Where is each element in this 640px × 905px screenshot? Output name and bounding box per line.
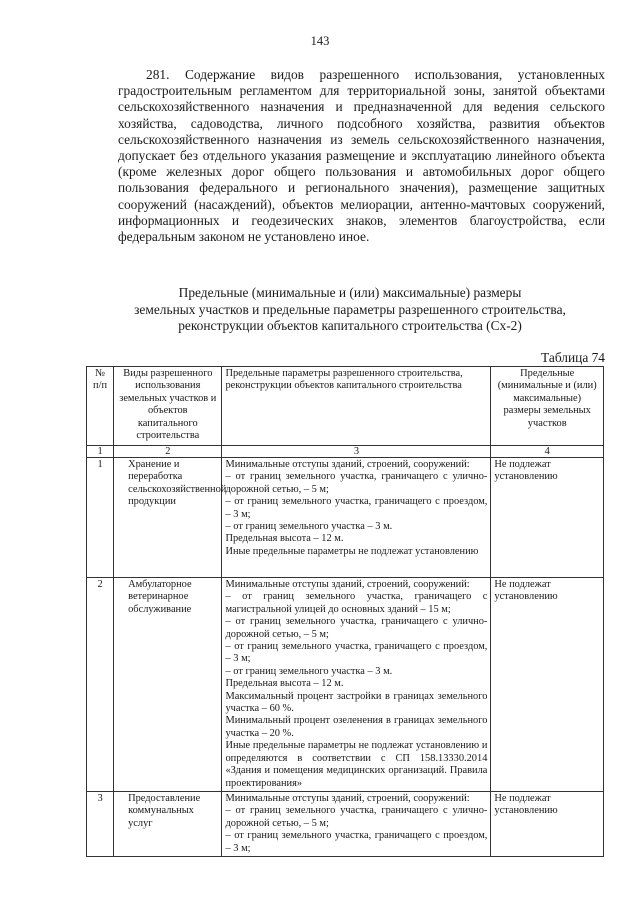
table-label: Таблица 74 — [541, 350, 605, 365]
index-cell: 3 — [222, 446, 491, 458]
page-number: 143 — [310, 34, 330, 48]
row-params — [222, 458, 491, 578]
row-use-type: Амбулаторное ветеринарное обслуживание — [114, 578, 222, 792]
param-line: Иные предельные параметры не подлежат установлению и определяются в соответствии с СП 158.13330.2014 «Здания и помещения медицинских организаций. Правила проектирования» — [225, 740, 488, 789]
param-line: – от границ земельного участка – 3 м. — [225, 665, 393, 677]
header-sizes: Предельные (минимальные и (или) максимальные) размеры земельных участков — [491, 367, 604, 446]
param-line: – от границ земельного участка, граничащего с проездом, – 3 м; — [225, 830, 488, 854]
header-type: Виды разрешенного использования земельных участков и объектов капитального строительства — [114, 367, 222, 446]
row-sizes: Не подлежат установлению — [491, 792, 604, 857]
param-line: – от границ земельного участка, граничащего с улично-дорожной сетью, – 5 м; — [225, 805, 488, 829]
param-line: – от границ земельного участка, граничащего с магистральной улицей до основных зданий – 15 м; — [225, 591, 488, 615]
index-cell: 1 — [87, 446, 114, 458]
header-num: № п/п — [87, 367, 114, 446]
table-row — [87, 578, 604, 792]
index-cell: 4 — [491, 446, 604, 458]
param-line: Иные предельные параметры не подлежат установлению — [225, 545, 479, 557]
table-row — [87, 458, 604, 578]
param-line: Предельная высота – 12 м. — [225, 678, 344, 690]
table-heading — [100, 285, 600, 335]
heading-line-1: Предельные (минимальные и (или) максимальные) размеры — [178, 285, 522, 300]
param-line: – от границ земельного участка, граничащего с улично-дорожной сетью, – 5 м; — [225, 616, 488, 640]
header-params: Предельные параметры разрешенного строительства, реконструкции объектов капитального строительства — [222, 367, 491, 446]
param-line: Предельная высота – 12 м. — [225, 533, 344, 545]
body-paragraph: 281. Содержание видов разрешенного использования, установленных градостроительным регламентом для территориальной зоны, занятой объектами сельскохозяйственного назначения и предназначенной для ведения сельского хозяйства, садоводства, личного подсобного хозяйства, развития объектов сельскохозяйственного назначения из земель сельскохозяйственного назначения, допускает без отдельного указания размещение и эксплуатацию линейного объекта (кроме железных дорог общего пользования и автомобильных дорог общего пользования федерального и регионального значения), размещение защитных сооружений (насаждений), объектов мелиорации, антенно-мачтовых сооружений, информационных и геодезических знаков, элементов благоустройства, если федеральным законом не установлено иное. — [118, 67, 605, 245]
param-line: – от границ земельного участка, граничащего с улично-дорожной сетью, – 5 м; — [225, 471, 488, 495]
row-use-type: Предоставление коммунальных услуг — [114, 792, 222, 857]
table-index-row — [87, 446, 604, 458]
row-params — [222, 578, 491, 792]
heading-line-2: земельных участков и предельные параметры разрешенного строительства, — [134, 301, 566, 317]
param-line: – от границ земельного участка – 3 м. — [225, 521, 393, 533]
heading-line-3: реконструкции объектов капитального строительства (Сх-2) — [178, 318, 522, 333]
row-use-type: Хранение и переработка сельскохозяйственной продукции — [114, 458, 222, 578]
param-line: Минимальные отступы зданий, строений, сооружений: — [225, 793, 470, 804]
row-params — [222, 792, 491, 857]
param-line: – от границ земельного участка, граничащего с проездом, – 3 м; — [225, 641, 488, 665]
row-number: 1 — [87, 458, 114, 578]
table-header-row — [87, 367, 604, 446]
regulations-table — [86, 366, 604, 857]
row-number: 3 — [87, 792, 114, 857]
row-sizes: Не подлежат установлению — [491, 578, 604, 792]
table-row — [87, 792, 604, 857]
param-line: Минимальный процент озеленения в границах земельного участка – 20 %. — [225, 715, 488, 739]
row-sizes: Не подлежат установлению — [491, 458, 604, 578]
row-number: 2 — [87, 578, 114, 792]
param-line: Минимальные отступы зданий, строений, сооружений: — [225, 579, 470, 590]
table-body — [87, 458, 604, 857]
index-cell: 2 — [114, 446, 222, 458]
param-line: – от границ земельного участка, граничащего с проездом, – 3 м; — [225, 496, 488, 520]
param-line: Максимальный процент застройки в границах земельного участка – 60 %. — [225, 690, 488, 715]
param-line: Минимальные отступы зданий, строений, сооружений: — [225, 459, 470, 470]
